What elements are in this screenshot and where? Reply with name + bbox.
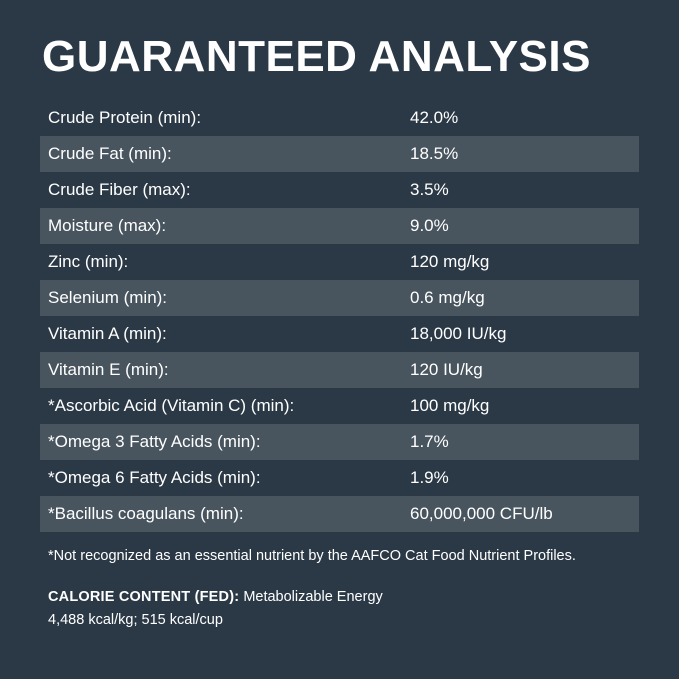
table-row [40, 172, 639, 208]
table-row [40, 100, 639, 136]
nutrient-name: Zinc (min): [48, 252, 129, 272]
calorie-content-type: Metabolizable Energy [243, 589, 383, 606]
nutrient-name: Vitamin A (min): [48, 324, 167, 344]
table-row [40, 352, 639, 388]
page-title: GUARANTEED ANALYSIS [42, 32, 591, 81]
nutrient-name: *Ascorbic Acid (Vitamin C) (min): [48, 396, 295, 416]
nutrient-value: 18,000 IU/kg [410, 324, 507, 344]
table-row [40, 208, 639, 244]
nutrient-name: Moisture (max): [48, 216, 167, 236]
nutrient-value: 1.9% [410, 468, 449, 488]
nutrient-value: 0.6 mg/kg [410, 288, 485, 308]
footnote: *Not recognized as an essential nutrient by the AAFCO Cat Food Nutrient Profiles. [48, 548, 576, 565]
table-row [40, 244, 639, 280]
calorie-content-label: CALORIE CONTENT (FED): [48, 589, 240, 606]
nutrient-name: Crude Fat (min): [48, 144, 172, 164]
nutrient-name: *Omega 3 Fatty Acids (min): [48, 432, 261, 452]
nutrient-value: 100 mg/kg [410, 396, 490, 416]
table-row [40, 388, 639, 424]
calorie-content-block [48, 586, 639, 631]
nutrient-name: *Omega 6 Fatty Acids (min): [48, 468, 261, 488]
nutrient-value: 120 mg/kg [410, 252, 490, 272]
table-row [40, 424, 639, 460]
table-row [40, 496, 639, 532]
nutrient-value: 60,000,000 CFU/lb [410, 504, 553, 524]
nutrient-name: Crude Fiber (max): [48, 180, 191, 200]
table-row [40, 280, 639, 316]
table-row [40, 460, 639, 496]
table-row [40, 316, 639, 352]
nutrient-value: 42.0% [410, 108, 459, 128]
nutrient-value: 120 IU/kg [410, 360, 483, 380]
nutrient-value: 9.0% [410, 216, 449, 236]
nutrient-value: 18.5% [410, 144, 459, 164]
nutrition-table [40, 100, 639, 532]
nutrient-value: 3.5% [410, 180, 449, 200]
nutrient-name: Crude Protein (min): [48, 108, 202, 128]
table-row [40, 136, 639, 172]
calorie-content-values: 4,488 kcal/kg; 515 kcal/cup [48, 611, 223, 628]
calorie-content-line [48, 586, 639, 608]
nutrient-name: Selenium (min): [48, 288, 168, 308]
nutrient-name: *Bacillus coagulans (min): [48, 504, 244, 524]
nutrient-value: 1.7% [410, 432, 449, 452]
nutrient-name: Vitamin E (min): [48, 360, 169, 380]
